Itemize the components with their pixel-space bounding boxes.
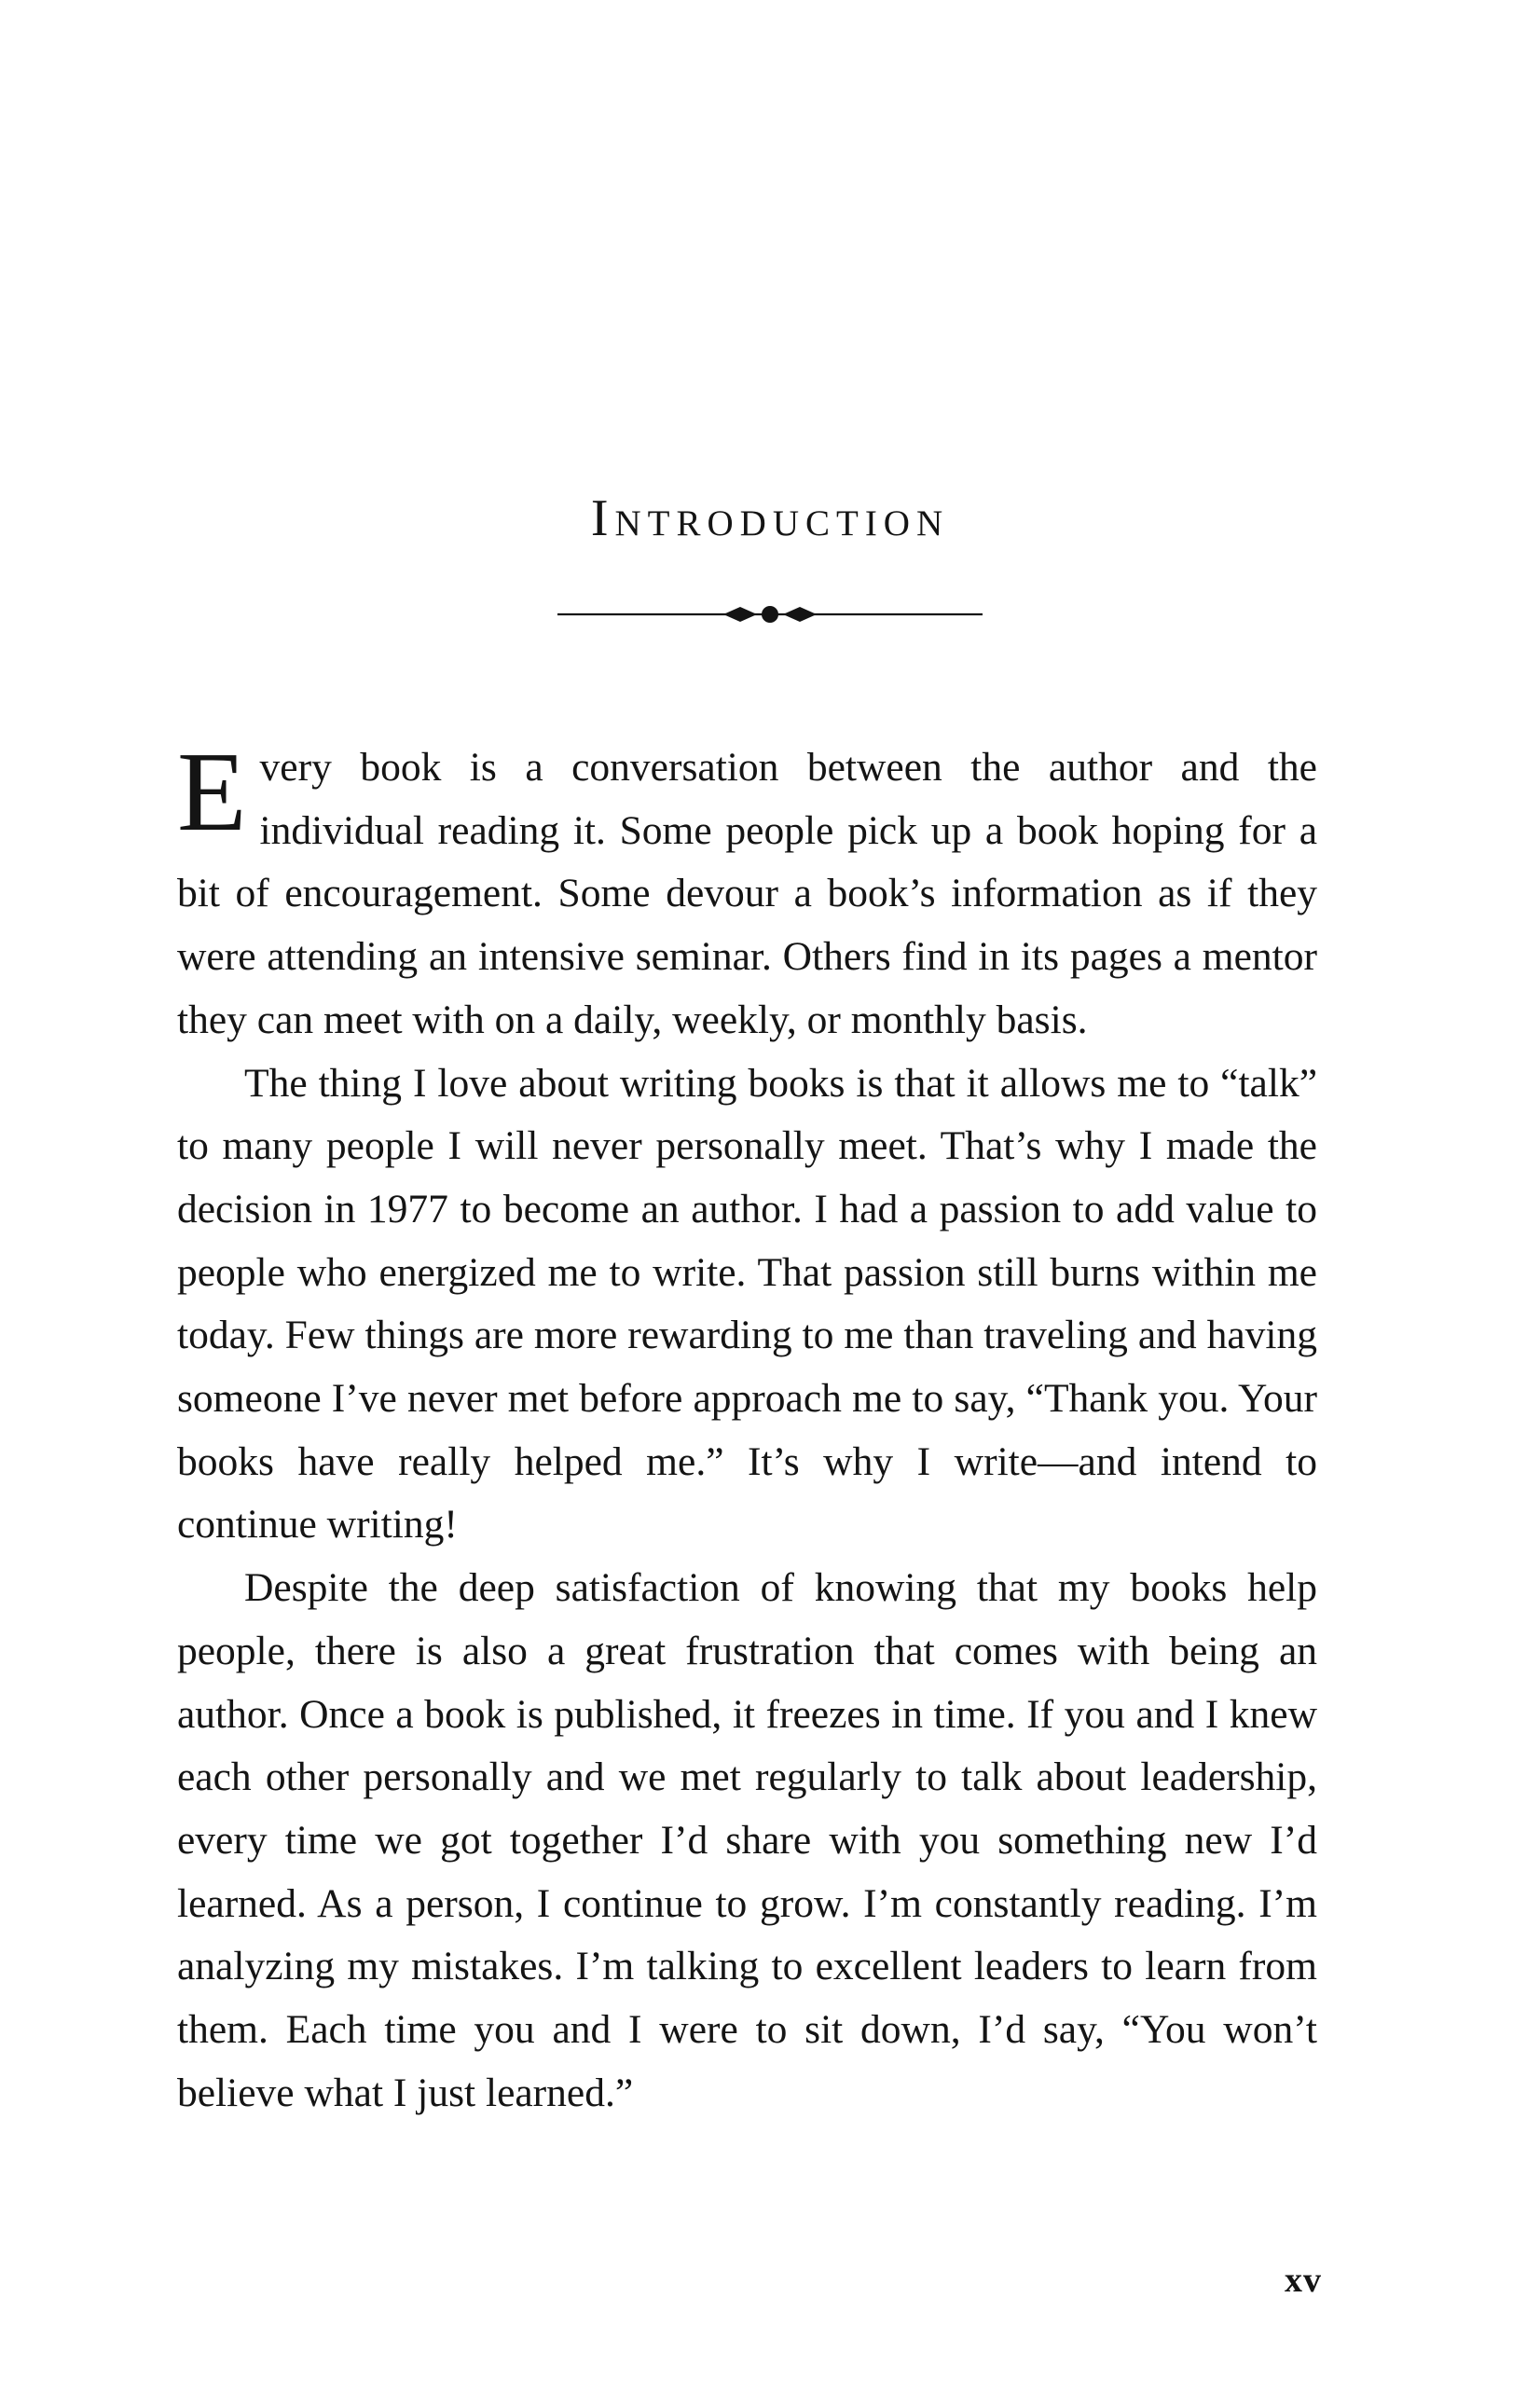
paragraph-3: Despite the deep satisfaction of knowing that my books help people, there is also a great frustration that comes with being an author. Once a book is published, it freezes in time. If you and I knew each other personally and we met regularly to talk about leadership, every time we got together I’d share with you something new I’d learned. As a person, I continue to grow. I’m constantly reading. I’m analyzing my mistakes. I’m talking to excellent leaders to learn from them. Each time you and I were to sit down, I’d say, “You won’t believe what I just learned.” — [177, 1565, 1317, 2115]
diamond-divider-ornament-icon — [557, 600, 983, 628]
drop-cap: E — [177, 729, 247, 855]
chapter-title: Introduction — [590, 489, 950, 547]
page-number: xv — [1285, 2261, 1322, 2300]
paragraph-2: The thing I love about writing books is that it allows me to “talk” to many people I will never personally meet. That’s why I made the decision in 1977 to become an author. I had a passion to add value to people who energized me to write. That passion still burns within me today. Few things are more rewarding to me than traveling and having someone I’ve never met before approach me to say, “Thank you. Your books have really helped me.” It’s why I write—and intend to continue writing! — [177, 1060, 1317, 1548]
body-text — [177, 729, 1317, 2125]
paragraph-1 — [177, 729, 1317, 1053]
paragraph-1-text: very book is a conversation between the author and the individual reading it. Some people pick up a book hoping for a bit of encouragement. Some devour a book’s information as if they were attending an intensive seminar. Others find in its pages a mentor they can meet with on a daily, weekly, or monthly basis. — [177, 745, 1317, 1042]
